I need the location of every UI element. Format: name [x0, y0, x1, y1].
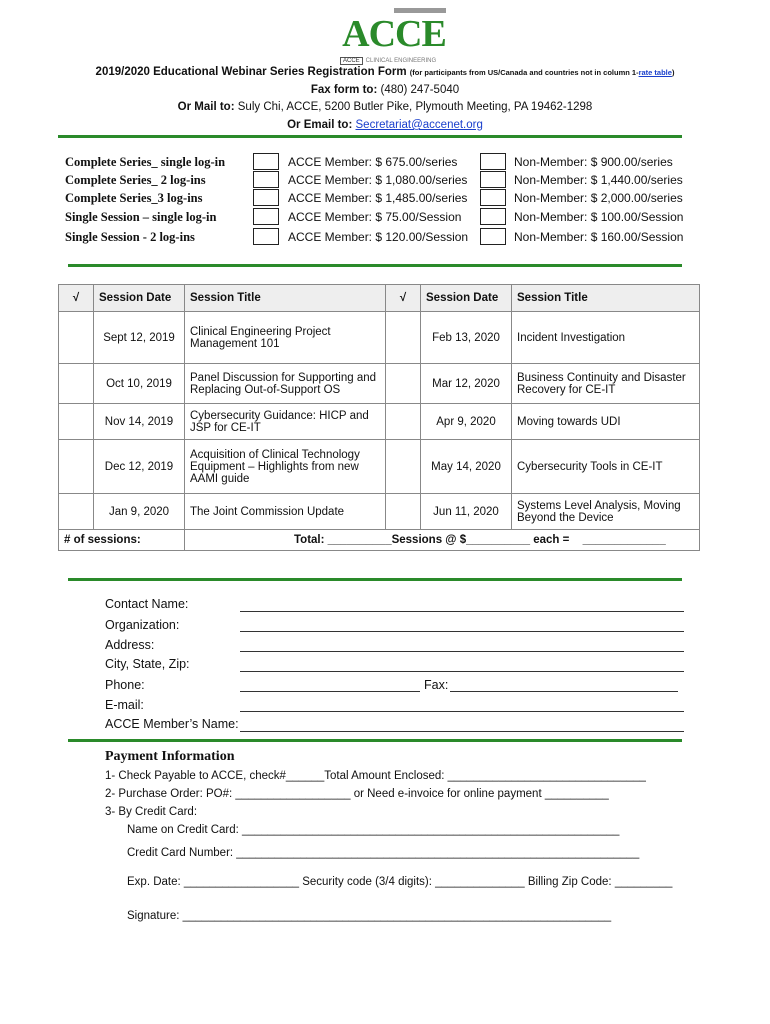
- session-date: Jun 11, 2020: [421, 494, 512, 530]
- session-title: The Joint Commission Update: [185, 494, 386, 530]
- member-checkbox[interactable]: [253, 228, 279, 245]
- nonmember-price: Non-Member: $ 2,000.00/series: [514, 191, 683, 205]
- payment-heading: Payment Information: [105, 749, 235, 764]
- nonmember-checkbox[interactable]: [480, 171, 506, 188]
- session-title: Acquisition of Clinical Technology Equipment – Highlights from new AAMI guide: [185, 440, 386, 494]
- phone-label: Phone:: [105, 678, 145, 692]
- member-name-label: ACCE Member’s Name:: [105, 717, 239, 731]
- card-number-field[interactable]: Credit Card Number: _______________________________________________________________: [127, 847, 640, 859]
- card-exp-security-zip[interactable]: Exp. Date: __________________ Security code (3/4 digits): ______________ Billing Zip Code: _________: [127, 876, 673, 888]
- member-checkbox[interactable]: [253, 208, 279, 225]
- table-row: [59, 312, 700, 364]
- session-date: Dec 12, 2019: [94, 440, 185, 494]
- phone-field[interactable]: [240, 691, 420, 692]
- session-checkbox[interactable]: [59, 364, 94, 404]
- member-price: ACCE Member: $ 75.00/Session: [288, 210, 462, 224]
- signature-field[interactable]: Signature: ___________________________________________________________________: [127, 910, 612, 922]
- rate-table-link[interactable]: rate table: [638, 68, 672, 77]
- session-date: Feb 13, 2020: [421, 312, 512, 364]
- session-title: Cybersecurity Guidance: HICP and JSP for CE-IT: [185, 404, 386, 440]
- card-name-field[interactable]: Name on Credit Card: ___________________________________________________________: [127, 824, 620, 836]
- member-price: ACCE Member: $ 1,485.00/series: [288, 191, 468, 205]
- session-checkbox[interactable]: [59, 312, 94, 364]
- nonmember-price: Non-Member: $ 900.00/series: [514, 155, 673, 169]
- city-label: City, State, Zip:: [105, 657, 190, 671]
- session-date: Oct 10, 2019: [94, 364, 185, 404]
- fax-field[interactable]: [450, 691, 678, 692]
- divider: [68, 264, 682, 267]
- option-label: Complete Series_3 log-ins: [65, 191, 203, 205]
- session-date: Jan 9, 2020: [94, 494, 185, 530]
- divider: [58, 135, 682, 138]
- member-checkbox[interactable]: [253, 189, 279, 206]
- address-field[interactable]: [240, 651, 684, 652]
- fax-line: Fax form to: (480) 247-5040: [310, 84, 460, 96]
- table-row: [59, 404, 700, 440]
- session-checkbox[interactable]: [386, 404, 421, 440]
- email-line: Or Email to: Secretariat@accenet.org: [287, 119, 483, 131]
- divider: [68, 739, 682, 742]
- member-price: ACCE Member: $ 120.00/Session: [288, 230, 469, 244]
- logo-tagline: ACCE CLINICAL ENGINEERING: [340, 58, 436, 64]
- totals-row: # of sessions: Total: __________Sessions @ $__________ each = _____________: [59, 530, 700, 551]
- session-date: Apr 9, 2020: [421, 404, 512, 440]
- session-checkbox[interactable]: [386, 494, 421, 530]
- table-row: [59, 440, 700, 494]
- session-title: Clinical Engineering Project Management 101: [185, 312, 386, 364]
- member-checkbox[interactable]: [253, 153, 279, 170]
- total-formula: Total: __________Sessions @ $__________ each =: [294, 534, 570, 546]
- session-date: May 14, 2020: [421, 440, 512, 494]
- email-field[interactable]: [240, 711, 684, 712]
- table-row: [59, 494, 700, 530]
- divider: [68, 578, 682, 581]
- session-title: Business Continuity and Disaster Recovery for CE-IT: [512, 364, 700, 404]
- contact-name-label: Contact Name:: [105, 597, 189, 611]
- session-checkbox[interactable]: [59, 440, 94, 494]
- nonmember-price: Non-Member: $ 100.00/Session: [514, 210, 684, 224]
- organization-field[interactable]: [240, 631, 684, 632]
- session-checkbox[interactable]: [59, 494, 94, 530]
- session-title: Panel Discussion for Supporting and Replacing Out-of-Support OS: [185, 364, 386, 404]
- nonmember-checkbox[interactable]: [480, 153, 506, 170]
- table-header: √ Session Date Session Title √ Session Date Session Title: [59, 285, 700, 312]
- member-checkbox[interactable]: [253, 171, 279, 188]
- session-date: Sept 12, 2019: [94, 312, 185, 364]
- member-name-field[interactable]: [240, 731, 684, 732]
- session-date: Nov 14, 2019: [94, 404, 185, 440]
- nonmember-checkbox[interactable]: [480, 228, 506, 245]
- session-date: Mar 12, 2020: [421, 364, 512, 404]
- session-checkbox[interactable]: [386, 364, 421, 404]
- session-title: Incident Investigation: [512, 312, 700, 364]
- contact-name-field[interactable]: [240, 611, 684, 612]
- fax-label: Fax:: [424, 678, 449, 692]
- option-label: Complete Series_ single log-in: [65, 155, 226, 169]
- payment-credit-card: 3- By Credit Card:: [105, 806, 198, 818]
- email-label: E-mail:: [105, 698, 144, 712]
- table-row: [59, 364, 700, 404]
- session-title: Systems Level Analysis, Moving Beyond the Device: [512, 494, 700, 530]
- member-price: ACCE Member: $ 1,080.00/series: [288, 173, 468, 187]
- address-label: Address:: [105, 638, 155, 652]
- session-title: Cybersecurity Tools in CE-IT: [512, 440, 700, 494]
- acce-logo: [338, 8, 450, 66]
- option-label: Complete Series_ 2 log-ins: [65, 173, 206, 187]
- logo-word: ACCE: [342, 13, 446, 55]
- member-price: ACCE Member: $ 675.00/series: [288, 155, 458, 169]
- nonmember-checkbox[interactable]: [480, 208, 506, 225]
- city-field[interactable]: [240, 671, 684, 672]
- session-table: [58, 284, 700, 551]
- total-blank[interactable]: _____________: [582, 534, 666, 546]
- session-checkbox[interactable]: [59, 404, 94, 440]
- option-label: Single Session - 2 log-ins: [65, 230, 195, 244]
- email-link[interactable]: Secretariat@accenet.org: [355, 119, 483, 131]
- session-checkbox[interactable]: [386, 312, 421, 364]
- nonmember-checkbox[interactable]: [480, 189, 506, 206]
- nonmember-price: Non-Member: $ 1,440.00/series: [514, 173, 683, 187]
- session-checkbox[interactable]: [386, 440, 421, 494]
- mail-line: Or Mail to: Suly Chi, ACCE, 5200 Butler Pike, Plymouth Meeting, PA 19462-1298: [177, 101, 593, 113]
- nonmember-price: Non-Member: $ 160.00/Session: [514, 230, 684, 244]
- option-label: Single Session – single log-in: [65, 210, 217, 224]
- payment-po[interactable]: 2- Purchase Order: PO#: __________________ or Need e-invoice for online payment __________: [105, 788, 609, 800]
- form-title: 2019/2020 Educational Webinar Series Registration Form (for participants from US/Canada and countries not in column 1-rate table): [95, 66, 675, 78]
- organization-label: Organization:: [105, 618, 180, 632]
- payment-check[interactable]: 1- Check Payable to ACCE, check#______Total Amount Enclosed: _______________________________: [105, 770, 646, 782]
- session-title: Moving towards UDI: [512, 404, 700, 440]
